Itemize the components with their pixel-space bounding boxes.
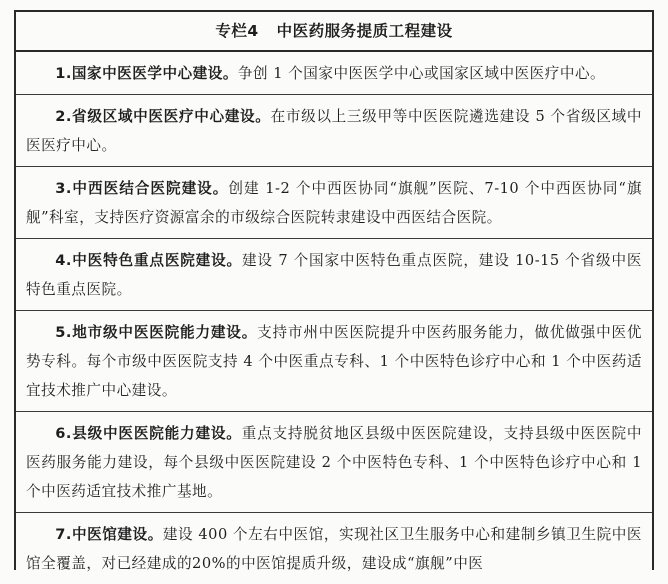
item-body: 创建 1-2 个中西医协同“旗舰”医院、7-10 个中西医协同“旗舰”科室，支持医疗资源富余的市级综合医院转隶建设中西医结合医院。 <box>26 180 642 226</box>
item-heading: 7.中医馆建设。 <box>55 526 163 543</box>
box-title <box>16 12 652 52</box>
item-1 <box>16 52 652 95</box>
item-6 <box>16 412 652 513</box>
item-body: 支持市州中医医院提升中医药服务能力，做优做强中医优势专科。每个市级中医医院支持 4 个中医重点专科、1 个中医特色诊疗中心和 1 个中医药适宜技术推广中心建设。 <box>26 324 642 399</box>
item-body: 重点支持脱贫地区县级中医医院建设，支持县级中医医院中医药服务能力建设，每个县级中医医院建设 2 个中医特色专科、1 个中医特色诊疗中心和 1 个中医药适宜技术推广基地。 <box>26 425 642 500</box>
box-title-prefix: 专栏4 <box>215 22 259 40</box>
feature-box <box>14 10 654 570</box>
item-4 <box>16 239 652 311</box>
item-5 <box>16 311 652 412</box>
item-heading: 1.国家中医医学中心建设。 <box>55 65 238 82</box>
item-7 <box>16 513 652 584</box>
item-body: 在市级以上三级甲等中医医院遴选建设 5 个省级区域中医医疗中心。 <box>26 108 642 154</box>
item-body: 建设 7 个国家中医特色重点医院，建设 10-15 个省级中医特色重点医院。 <box>26 252 642 298</box>
item-heading: 4.中医特色重点医院建设。 <box>55 252 242 269</box>
item-heading: 5.地市级中医医院能力建设。 <box>55 324 258 341</box>
item-body: 争创 1 个国家中医医学中心或国家区域中医医疗中心。 <box>237 65 606 82</box>
item-3 <box>16 167 652 239</box>
item-heading: 2.省级区域中医医疗中心建设。 <box>55 108 271 125</box>
item-heading: 3.中西医结合医院建设。 <box>55 180 229 197</box>
item-body: 建设 400 个左右中医馆，实现社区卫生服务中心和建制乡镇卫生院中医馆全覆盖，对已经建成的20%的中医馆提质升级，建设成“旗舰”中医 <box>26 526 643 572</box>
item-heading: 6.县级中医医院能力建设。 <box>55 425 242 442</box>
box-title-text: 中医药服务提质工程建设 <box>276 22 453 40</box>
item-2 <box>16 95 652 167</box>
